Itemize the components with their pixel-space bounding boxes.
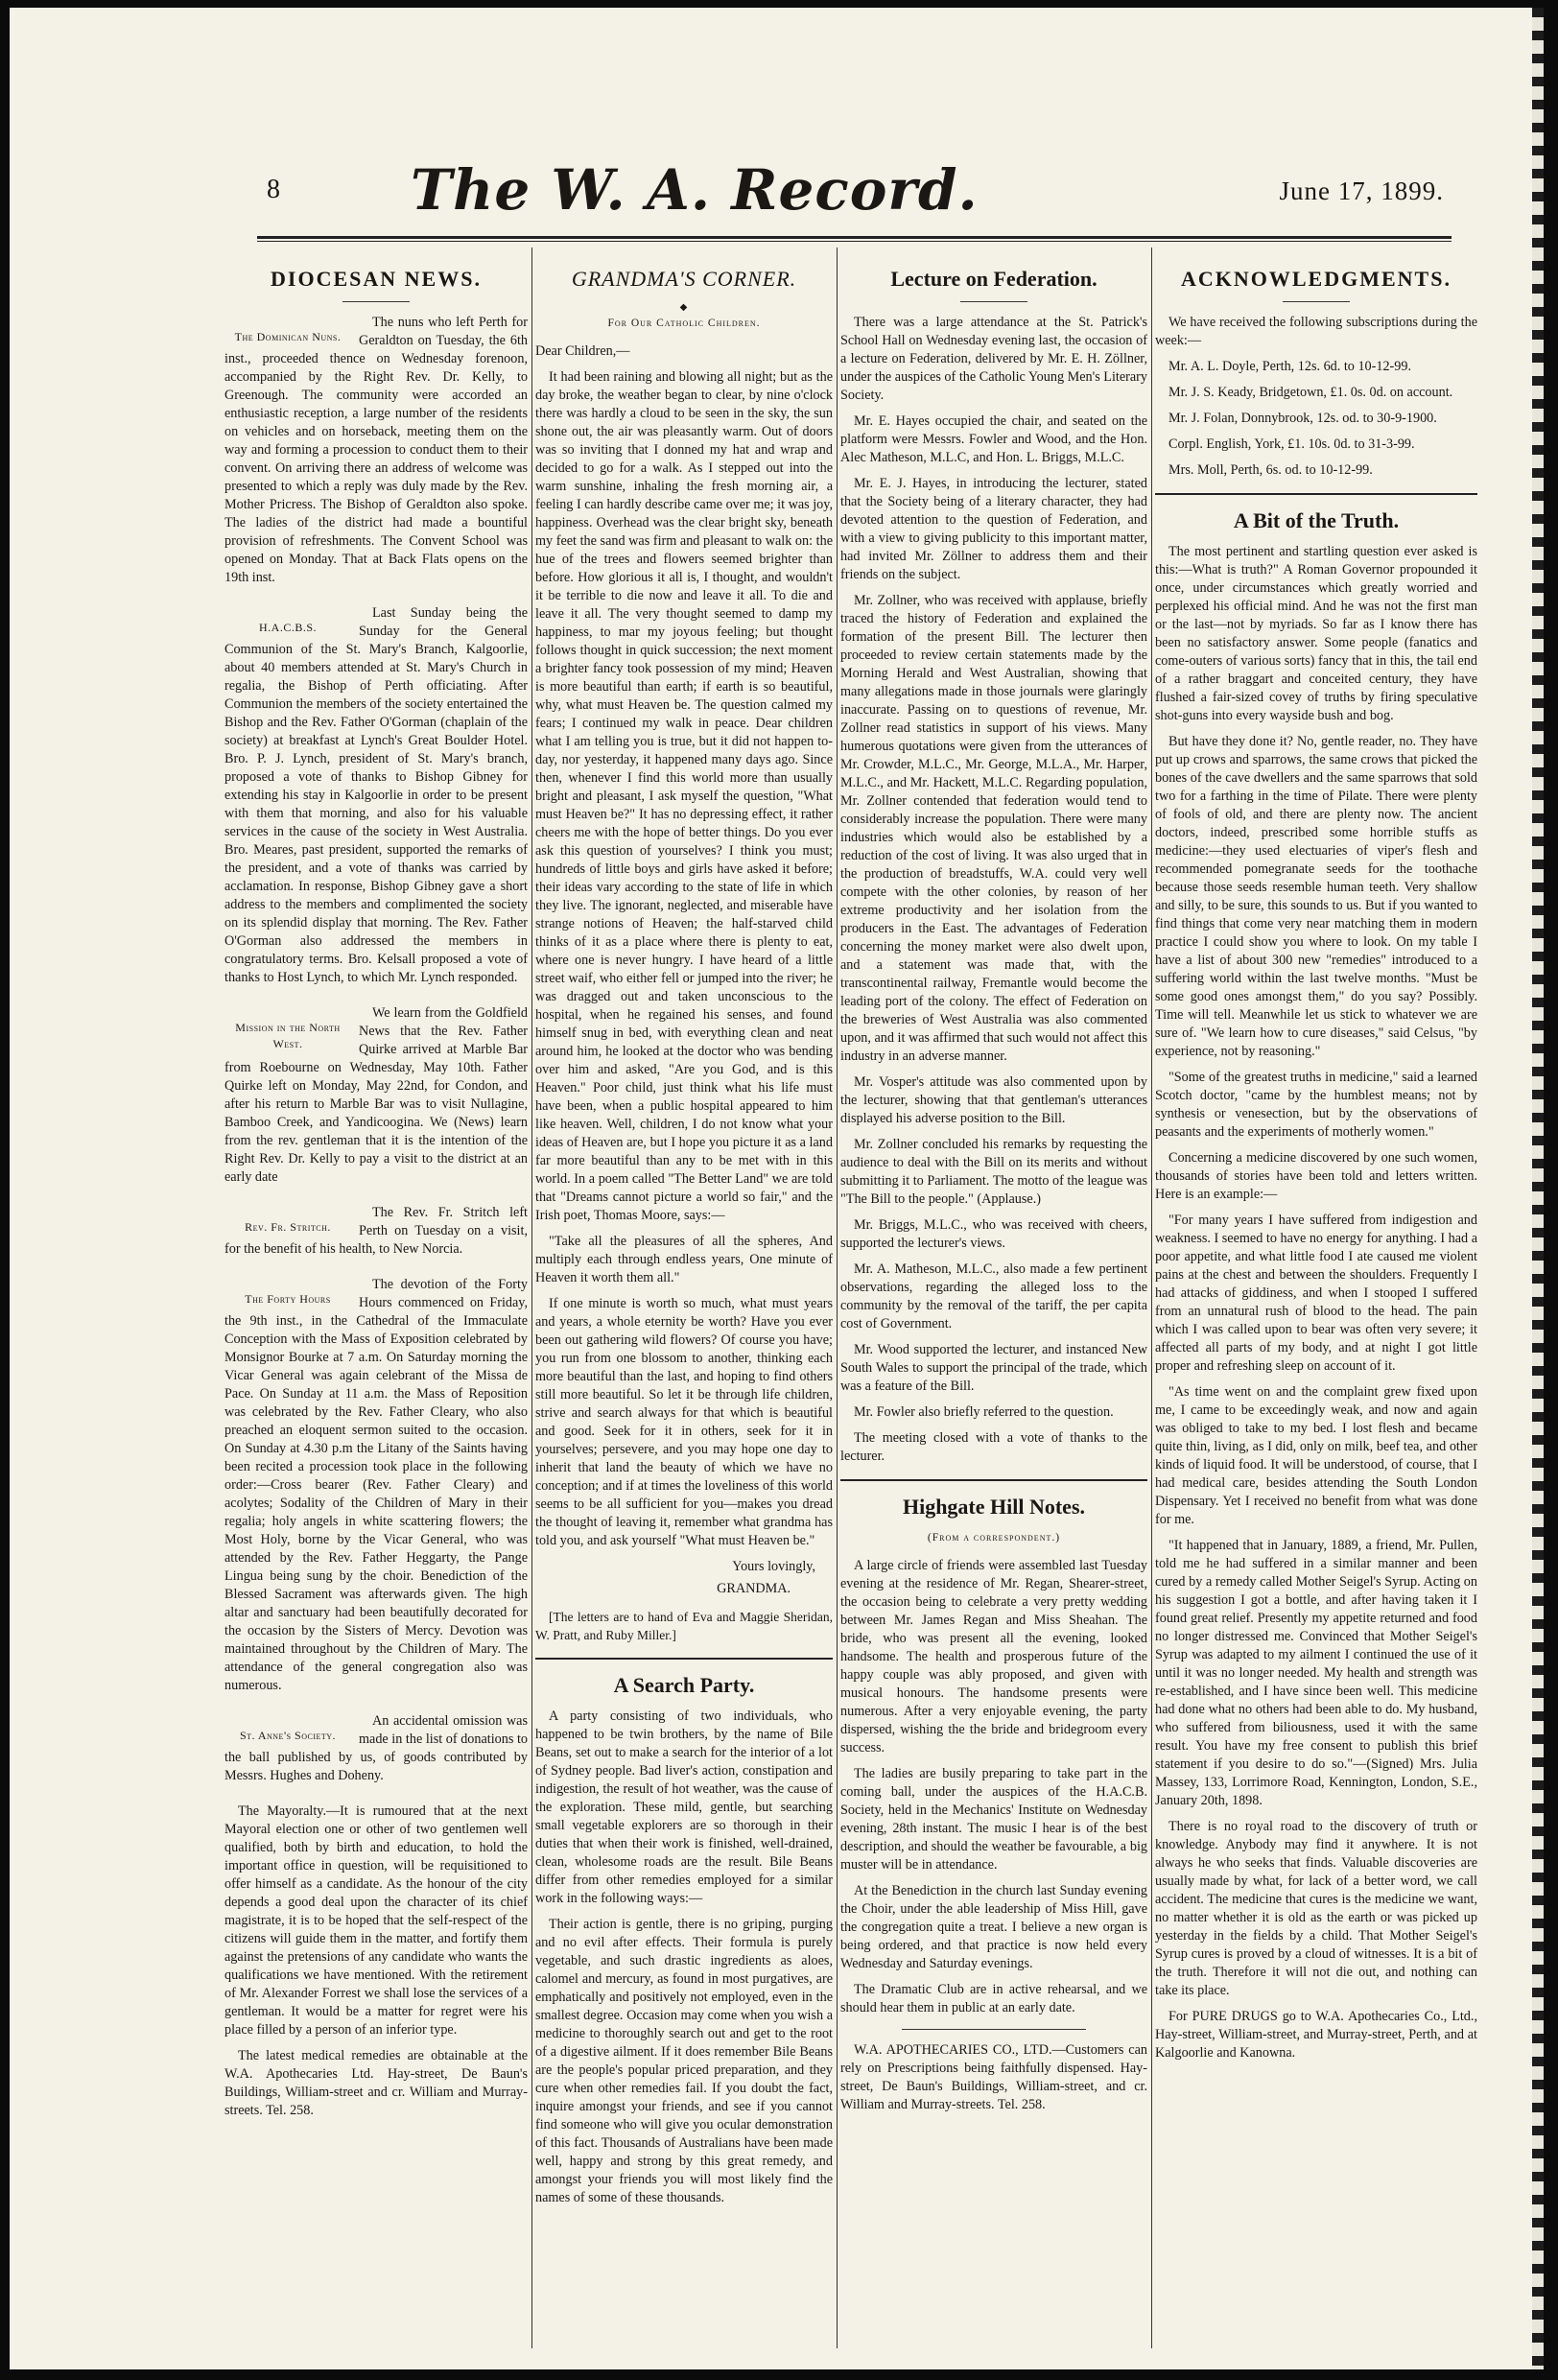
highgate-heading: Highgate Hill Notes. bbox=[840, 1479, 1147, 1520]
ack-line: Mr. A. L. Doyle, Perth, 12s. 6d. to 10-12-99. bbox=[1168, 359, 1411, 374]
news-item bbox=[224, 1204, 528, 1266]
truth-paragraph: "It happened that in January, 1889, a friend, Mr. Pullen, told me he had suffered in a similar manner and been cured by a remedy called Mother Seigel's Syrup. Acting on his suggestion I got a bottle, and after having taken it I found great relief. Presently my appetite returned and food no longer distressed me. Convinced that Mother Seigel's Syrup was adapted to my ailment I continued the use of it until it was no longer needed. My health and strength was re-established, and I have since been well. This medicine had done what no others had been able to do. My husband, who suffered from biliousness, used it with the same result. You have my free consent to publish this brief statement if you desire to do so."—(Signed) Mrs. Julia Massey, 133, Lorrimore Road, Kennington, London, S.E., January 20th, 1898. bbox=[1155, 1538, 1477, 1808]
pure-drugs-ad: For PURE DRUGS go to W.A. Apothecaries Co., Ltd., Hay-street, William-street, and Murray-street, Perth, and at Kalgoorlie and Kanowna. bbox=[1155, 2009, 1477, 2061]
paper-title: The W. A. Record. bbox=[411, 157, 979, 223]
apothecaries-ad: W.A. APOTHECARIES CO., LTD.—Customers can rely on Prescriptions being faithfully dispensed. Hay-street, De Baun's Buildings, William-street, and cr. William and Murray-streets. Tel. 258. bbox=[840, 2042, 1147, 2112]
salutation: Dear Children,— bbox=[535, 343, 630, 359]
column-diocesan-news bbox=[224, 247, 528, 2358]
federation-paragraph: Mr. A. Matheson, M.L.C., also made a few pertinent observations, regarding the alleged loss to the community by the removal of the tariff, the per capita cost of Government. bbox=[840, 1261, 1147, 1331]
federation-paragraph: There was a large attendance at the St. Patrick's School Hall on Wednesday evening last, the occasion of a lecture on Federation, delivered by Mr. E. H. Zöllner, under the auspices of the Catholic Young Men's Literary Society. bbox=[840, 315, 1147, 403]
federation-heading: Lecture on Federation. bbox=[890, 267, 1098, 291]
letter-paragraph: If one minute is worth so much, what must years and years, a whole eternity be worth? Have you ever been out gathering wild flowers? Of course you have; you run from one blossom to another, thinking each more beautiful than the last, and hoping to find others still more beautiful. So let it be through life children, strive and search always for that which is beautiful and good. Seek for it in others, seek for it in yourselves; persevere, and you may hope one day to inherit that land the beauty of which we have no conception; and if at times the loveliness of this world seems to be all sufficient for you—makes you dread the thought of leaving it, remember what grandma has told you, and ask yourself "What must Heaven be." bbox=[535, 1296, 833, 1548]
acknowledgments-heading: ACKNOWLEDGMENTS. bbox=[1181, 267, 1452, 291]
column-rule bbox=[837, 247, 838, 2348]
news-item bbox=[224, 1004, 528, 1194]
ack-line: Mrs. Moll, Perth, 6s. od. to 10-12-99. bbox=[1168, 462, 1373, 478]
federation-paragraph: Mr. Briggs, M.L.C., who was received with cheers, supported the lecturer's views. bbox=[840, 1217, 1147, 1251]
column-federation bbox=[840, 247, 1147, 2358]
truth-paragraph: But have they done it? No, gentle reader, no. They have put up crows and sparrows, the same crows that picked the bones of the cave dwellers and the same sparrows that sold two for a farthing in the time of Pilate. There were plenty of fools of old, and there are plenty now. The ancient doctors, indeed, prescribed some horrible stuffs as medicine:—they used electuaries of viper's flesh and recommended pomegranate seeds for the toothache because those seeds resemble human teeth. Very shallow and silly, to be sure, this sounds to us. But if you wanted to find things that come very near matching them in modern practice I could show you where to look. On my table I have a list of about 300 new "remedies" introduced to a suffering world within the last twelve months. "Must be some good ones amongst them," do you say? Possibly. Time will tell. Meanwhile let us stick to whatever we are sure of. "We learn how to cure diseases," said Celsus, "by experience, not by reasoning." bbox=[1155, 734, 1477, 1059]
news-text: Last Sunday being the Sunday for the General Communion of the St. Mary's Branch, Kalgoorlie, about 40 members attended at St. Mary's Church in regalia, the Bishop of Perth officiating. After Communion the members of the society entertained the Bishop and the Rev. Father O'Gorman (chaplain of the society) at breakfast at Lynch's Great Boulder Hotel. Bro. P. J. Lynch, president of St. Mary's branch, proposed a vote of thanks to Bishop Gibney for extending his stay in Kalgoorlie in order to be present with them that morning, and also for his valuable services in the cause of the society in West Australia. Bro. Meares, past president, supported the remarks of the president, and a vote of thanks was carried by acclamation. In response, Bishop Gibney gave a short address to the members and complimented the society on its splendid display that morning. The Rev. Father O'Gorman also addressed the members in congratulatory terms. Bro. Kelsall proposed a vote of thanks to Host Lynch, to which Mr. Lynch responded. bbox=[224, 605, 528, 985]
news-item bbox=[224, 1276, 528, 1703]
federation-paragraph: Mr. Wood supported the lecturer, and instanced New South Wales to support the principal of the trade, which was a feature of the Bill. bbox=[840, 1342, 1147, 1394]
side-heading: H.A.C.B.S. bbox=[258, 621, 317, 634]
heading-rule bbox=[342, 301, 410, 302]
highgate-paragraph: A large circle of friends were assembled last Tuesday evening at the residence of Mr. Regan, Shearer-street, the occasion being to celebrate a very pretty wedding between Mr. James Regan and Miss Sheahan. The bride, who was present all the evening, looked handsome. The health and prosperous future of the happy couple was ably proposed, and given with musical honours. The handsome presents were numerous. After a very enjoyable evening, the party dispersed, wishing the the bride and bridegroom every success. bbox=[840, 1558, 1147, 1756]
ack-line: Mr. J. S. Keady, Bridgetown, £1. 0s. 0d. on account. bbox=[1168, 385, 1453, 400]
news-item bbox=[224, 314, 528, 595]
federation-paragraph: Mr. E. Hayes occupied the chair, and seated on the platform were Messrs. Fowler and Wood, and the Hon. Alec Matheson, M.L.C, and Hon. L. Briggs, M.L.C. bbox=[840, 413, 1147, 465]
remedies-ad: The latest medical remedies are obtainable at the W.A. Apothecaries Ltd. Hay-street, De Baun's Buildings, William-street and cr. William and Murray-streets. Tel. 258. bbox=[224, 2048, 528, 2118]
news-text: We learn from the Goldfield News that the Rev. Father Quirke arrived at Marble Bar from Roebourne on Wednesday, May 10th. Father Quirke left on Monday, May 22nd, for Condon, and after his return to Marble Bar was to visit Nullagine, Bamboo Creek, and Yandicoogina. We (News) learn from the rev. gentleman that it is the intention of the Right Rev. Dr. Kelly to pay a visit to the district at an early date bbox=[224, 1005, 528, 1185]
federation-paragraph: Mr. Vosper's attitude was also commented upon by the lecturer, showing that that gentleman's utterances displayed his adverse position to the Bill. bbox=[840, 1074, 1147, 1126]
side-heading: Mission in the North West. bbox=[235, 1021, 341, 1050]
news-text: The devotion of the Forty Hours commenced on Friday, the 9th inst., in the Cathedral of the Immaculate Conception with the Mass of Exposition celebrated by Monsignor Bourke at 7 a.m. On Saturday morning the Vicar General was again celebrant of the Missa de Pace. On Sunday at 11 a.m. the Mass of Reposition was celebrated by the Rev. Father Cleary, who also preached an eloquent sermon suited to the occasion. On Sunday at 4.30 p.m the Litany of the Saints having been recited a procession took place in the following order:—Cross bearer (Rev. Father Cleary) and acolytes; Sodality of the Children of Mary in their regalia; holy angels in white scattering flowers; the Most Holy, borne by the Vicar General, who was attended by the Rev. Father Heggarty, the Pange Lingua being sung by the choir. Benediction of the Blessed Sacrament was afterwards given. The high altar and sanctuary had been beautifully decorated for the occasion by the Sisters of Mercy. Devotion was maintained throughout by the Children of Mary. The attendance of the general congregation also was numerous. bbox=[224, 1277, 528, 1693]
news-item bbox=[224, 604, 528, 995]
page-number: 8 bbox=[267, 175, 280, 204]
scan-edge bbox=[1532, 8, 1544, 2369]
news-text: The nuns who left Perth for Geraldton on Tuesday, the 6th inst., proceeded thence on Wednesday forenoon, accompanied by the Right Rev. Dr. Kelly, to Greenough. The community were accorded an enthusiastic reception, a large number of the residents on vehicles and on horseback, meeting them on the way and forming a procession to conduct them to their convent. On arriving there an address of welcome was presented to which a reply was duly made by the Rev. Mother Pricress. The Bishop of Geraldton also spoke. The ladies of the district had made a bountiful provision of refreshments. The Convent School was opened on Monday. That at Back Flats opens on the 19th inst. bbox=[224, 315, 528, 585]
truth-paragraph: "Some of the greatest truths in medicine," said a learned Scotch doctor, "came by the humblest means; not by synthesis or venesection, but by the observations of peasants and the experiments of motherly women." bbox=[1155, 1070, 1477, 1140]
column-rule bbox=[531, 247, 532, 2348]
masthead bbox=[257, 157, 1452, 232]
letter-signature: GRANDMA. bbox=[717, 1581, 791, 1596]
mayoralty-paragraph: The Mayoralty.—It is rumoured that at the next Mayoral election one or other of two gentlemen well qualified, both by birth and education, to hold the important office in question, will be requisitioned to offer himself as a candidate. As the honour of the city depends a good deal upon the character of its chief magistrate, it is to be hoped that the self-respect of the citizens will guide them in the matter, and fortify them against the pretensions of any candidate who wants the qualifications we have mentioned. With the retirement of Mr. Alexander Forrest we shall lose the services of a gentleman. It would be a matter for regret were his place filled by a person of an inferior type. bbox=[224, 1803, 528, 2038]
federation-paragraph: Mr. Zollner concluded his remarks by requesting the audience to deal with the Bill on its merits and without submitting it to Parliament. The motto of the league was "The Bill to the people." (Applause.) bbox=[840, 1137, 1147, 1207]
highgate-paragraph: The Dramatic Club are in active rehearsal, and we should hear them in public at an early date. bbox=[840, 1982, 1147, 2015]
letter-closing: Yours lovingly, bbox=[732, 1559, 815, 1574]
heading-rule bbox=[960, 301, 1027, 302]
truth-paragraph: Concerning a medicine discovered by one such women, thousands of stories have been told and letters written. Here is an example:— bbox=[1155, 1150, 1477, 1202]
masthead-rule-thin bbox=[257, 241, 1452, 242]
ack-line: Mr. J. Folan, Donnybrook, 12s. od. to 30-9-1900. bbox=[1168, 411, 1437, 426]
truth-paragraph: There is no royal road to the discovery of truth or knowledge. Anybody may find it anywhere. It is not always he who seeks that finds. Valuable discoveries are usually made by what, for lack of a better word, we call accident. The medicine that cures is the medicine we want, no matter whether it is old as the earth or was picked up yesterday in the fields by a child. That Mother Seigel's Syrup cures is proved by a cloud of witnesses. It is a bit of the truth. Therefore it will not die out, and nothing can take its place. bbox=[1155, 1819, 1477, 1998]
highgate-subheading: (From a correspondent.) bbox=[927, 1532, 1061, 1543]
federation-paragraph: Mr. Fowler also briefly referred to the question. bbox=[854, 1404, 1114, 1420]
poem-quote: "Take all the pleasures of all the spheres, And multiply each through endless years, One minute of Heaven it worth them all." bbox=[535, 1234, 833, 1285]
highgate-paragraph: The ladies are busily preparing to take part in the coming ball, under the auspices of the H.A.C.B. Society, held in the Mechanics' Institute on Wednesday evening, 28th instant. The music I hear is of the best description, and should the weather be favourable, a big muster will be in attendance. bbox=[840, 1766, 1147, 1873]
news-text: The Rev. Fr. Stritch left Perth on Tuesday on a visit, for the benefit of his health, to New Norcia. bbox=[224, 1205, 528, 1257]
side-heading: St. Anne's Society. bbox=[239, 1729, 337, 1742]
federation-paragraph: Mr. E. J. Hayes, in introducing the lecturer, stated that the Society being of a literary character, they had devoted attention to the question of Federation, and with a view to giving publicity to this important matter, had invited Mr. Zöllner to address them and their friends on the subject. bbox=[840, 476, 1147, 582]
column-acknowledgments bbox=[1155, 247, 1477, 2358]
column-grandmas-corner bbox=[535, 247, 833, 2358]
federation-paragraph: Mr. Zollner, who was received with applause, briefly traced the history of Federation and explained the formation of the present Bill. The lecturer then proceeded to review certain statements made by the Morning Herald and West Australian, showing that many allegations made in those journals were glaringly inaccurate. Passing on to questions of revenue, Mr. Zollner read statistics in support of his views. Many humerous quotations were given from the utterances of Mr. Crowder, M.L.C., Mr. George, M.L.A., Mr. Harper, M.L.C., and Mr. Hackett, M.L.C. Regarding population, Mr. Zollner contended that federation would tend to considerably increase the population. There were many industries which would also be established by a reduction of the cost of living. It was also urged that in the production of breadstuffs, W.A. could very well compete with the other colonies, by reason of her extreme productivity and her isolation from the producers in the East. The advantages of Federation concerning the money market were also dwelt upon, and a statement was made that, with the transcontinental railway, Fremantle would become the leading port of the colony. The effect of Federation on the breweries of West Australia was also commented upon, and it was affirmed that such would not affect this industry in an adverse manner. bbox=[840, 593, 1147, 1064]
truth-paragraph: The most pertinent and startling question ever asked is this:—What is truth?" A Roman Governor propounded it once, under circumstances which greatly worried and perplexed his official mind. And he was not the first man or the last—not by myriads. So far as I know there has been no satisfactory answer. Some people (fanatics and come-outers of various sorts) fancy that in this, the tail end of a rather braggart and conceited century, they have flushed a fair-sized covey of truths by firing speculative shot-guns into every wayside bush and bog. bbox=[1155, 544, 1477, 723]
news-item bbox=[224, 1712, 528, 1793]
truth-paragraph: "As time went on and the complaint grew fixed upon me, I came to be exceedingly weak, and now and again was obliged to take to my bed. I lost flesh and became quite thin, living, as I did, only on milk, beef tea, and other kinds of liquid food. It will be understood, of course, that I had medical care, besides attending the South London Dispensary. Yet I received no benefit from what was done for me. bbox=[1155, 1384, 1477, 1527]
side-heading: The Forty Hours bbox=[245, 1292, 331, 1306]
search-paragraph: A party consisting of two individuals, who happened to be twin brothers, by the name of Bile Beans, set out to make a search for the interior of a lot of Sydney people. Bad liver's action, constipation and indigestion, the result of hot weather, was the cause of the exploration. These mild, gentle, but searching small vegetable explorers are so thorough in their duties that when their work is finished, well-drained, clean, wholesome roads are the result. Bile Beans differ from other remedies employed for a similar work in the following ways:— bbox=[535, 1708, 833, 1906]
search-party-heading: A Search Party. bbox=[535, 1658, 833, 1698]
side-heading: Rev. Fr. Stritch. bbox=[245, 1220, 331, 1234]
federation-paragraph: The meeting closed with a vote of thanks to the lecturer. bbox=[840, 1430, 1147, 1464]
news-text: An accidental omission was made in the list of donations to the ball published by us, of goods contributed by Messrs. Hughes and Doheny. bbox=[224, 1713, 528, 1783]
heading-rule bbox=[1283, 301, 1350, 302]
grandmas-corner-subheading: ◆ For Our Catholic Children. bbox=[535, 301, 833, 333]
masthead-rule bbox=[257, 236, 1452, 239]
letters-note: [The letters are to hand of Eva and Maggie Sheridan, W. Pratt, and Ruby Miller.] bbox=[535, 1610, 833, 1642]
truth-paragraph: "For many years I have suffered from indigestion and weakness. I seemed to have no energy for anything. I had a poor appetite, and what little food I ate caused me violent pains at the chest and between the shoulders. Frequently I had attacks of giddiness, and when I stooped I suffered from an unnatural rush of blood to the head. The pain which I was called upon to bear was often very severe; it affected all parts of my body, and at night I got little proper and refreshing sleep on account of it. bbox=[1155, 1213, 1477, 1374]
truth-heading: A Bit of the Truth. bbox=[1155, 493, 1477, 533]
section-divider bbox=[902, 2029, 1086, 2030]
highgate-paragraph: At the Benediction in the church last Sunday evening the Choir, under the able leadership of Miss Hill, gave the congregation quite a treat. I believe a new organ is being ordered, and that practice is now held every Wednesday and Saturday evenings. bbox=[840, 1883, 1147, 1971]
diocesan-news-heading: DIOCESAN NEWS. bbox=[271, 267, 482, 291]
side-heading: The Dominican Nuns. bbox=[234, 330, 342, 343]
search-paragraph: Their action is gentle, there is no griping, purging and no evil after effects. Their formula is purely vegetable, and such drastic ingredients as aloes, calomel and mercury, as found in most purgatives, are emphatically and positively not employed, even in the smallest degree. Occasion may come when you wish a medicine to thoroughly search out and get to the root of a digestive ailment. If it does remember Bile Beans are the people's popular priced preparation, and they cure when other remedies fail. If you doubt the fact, inquire amongst your friends, and see if you cannot find someone who will give you ocular demonstration of this fact. Thousands of Australians have been made well, happy and strong by this great remedy, and amongst your friends you will most likely find the names of some of these thousands. bbox=[535, 1917, 833, 2205]
column-rule bbox=[1151, 247, 1152, 2348]
ack-intro: We have received the following subscriptions during the week:— bbox=[1155, 315, 1477, 348]
letter-paragraph: It had been raining and blowing all night; but as the day broke, the weather began to clear, by nine o'clock there was hardly a cloud to be seen in the sky, the sun shone out, the air was pleasantly warm. Out of doors was so inviting that I donned my hat and wrap and decided to go for a walk. As I stepped out into the warm sunshine, inhaling the fresh morning air, a feeling I can hardly describe came over me; it was joy, happiness. Overhead was the clear bright sky, beneath my feet the sand was firm and pleasant to walk on: the hue of the trees and flowers seemed brighter than before. How glorious it all is, I thought, and wouldn't it be terrible to die now and leave it all. To die and leave it all. The very thought seemed to damp my happiness, to mar my joyous feeling; but thought follows thought in quick succession; the next moment a brighter fancy took possession of my mind; Heaven is more beautiful than earth; if earth is so beautiful, why, what must Heaven be. The question calmed my fears; I continued my walk in peace. Dear children what I am telling you is true, but it did not happen to-day, nor yesterday, it happened many days ago. Since then, whenever I find this world more than usually bright and pleasant, I ask myself the question, "What must Heaven be?" It has no depressing effect, it rather cheers me with the hope of better things. Do you ever ask this question of yourselves? I think you must; hundreds of little boys and girls have asked it before; their ideas vary according to the state of life in which they live. The ignorant, neglected, and miserable have strange notions of Heaven; the half-starved child thinks of it as a place where there is plenty to eat, where one is never hungry. I have heard of a little street waif, who either fell or jumped into the river; he was dragged out and taken unconscious to the hospital, when he regained his senses, and found himself snug in bed, with everything clean and neat around him, he looked at the doctor who was bending over him and asked, "Are you God, and is this Heaven." Poor child, just think what his life must have been, when a public hospital appeared to him like heaven. Well, children, I do not know what your ideas of Heaven are, but I hope you picture it as a land far more beautiful than any to be met with in this world. In a poem called "The Better Land" we are told that "Dreams cannot picture a world so fair," and the Irish poet, Thomas Moore, says:— bbox=[535, 369, 833, 1223]
grandmas-corner-heading: GRANDMA'S CORNER. bbox=[571, 267, 797, 291]
issue-date: June 17, 1899. bbox=[1279, 177, 1444, 205]
ack-line: Corpl. English, York, £1. 10s. 0d. to 31-3-99. bbox=[1168, 436, 1415, 452]
newspaper-page bbox=[10, 8, 1544, 2369]
